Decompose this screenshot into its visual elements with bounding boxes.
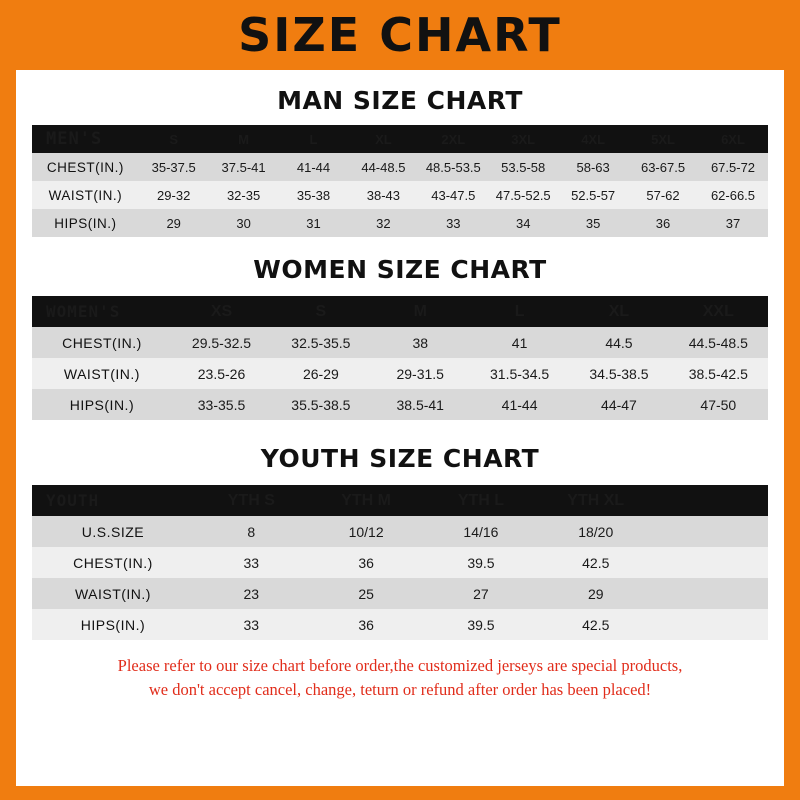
table-cell: 35-38 (296, 187, 331, 203)
women-size-table (32, 296, 768, 420)
column-header: 2XL (441, 131, 466, 147)
table-cell (653, 547, 768, 578)
table-header-row (32, 296, 768, 327)
footnote-line-2: we don't accept cancel, change, teturn or refund after order has been placed! (148, 679, 652, 699)
table-cell: 29 (587, 585, 604, 602)
column-header: YTH L (457, 491, 505, 509)
table-cell: 41 (511, 334, 528, 351)
column-header: 3XL (511, 131, 536, 147)
table-cell: 43-47.5 (431, 187, 476, 203)
footnote-line-1: Please refer to our size chart before order,the customized jerseys are special products, (117, 656, 683, 675)
table-cell: 44.5 (605, 334, 633, 351)
table-row (32, 516, 768, 547)
table-cell: 41-44 (296, 159, 331, 175)
table-row (32, 609, 768, 640)
table-cell: 63-67.5 (640, 159, 686, 175)
table-cell (653, 578, 768, 609)
table-cell: 35.5-38.5 (291, 396, 351, 413)
page-title: SIZE CHART (238, 8, 562, 62)
women-table-body (32, 327, 768, 420)
table-cell: 38.5-42.5 (688, 365, 748, 382)
table-cell: 14/16 (463, 523, 499, 540)
table-cell: 27 (473, 585, 489, 602)
column-header: 4XL (581, 131, 606, 147)
table-cell: 34 (515, 215, 531, 231)
table-cell: 36 (655, 215, 671, 231)
table-cell: 33 (446, 215, 461, 231)
column-header: YTH M (341, 491, 392, 509)
section-title-man: MAN SIZE CHART (277, 86, 523, 115)
column-header: XL (375, 131, 392, 147)
table-cell: 37 (725, 215, 741, 231)
table-cell: 47-50 (700, 396, 737, 413)
table-cell: 38.5-41 (396, 396, 444, 413)
table-cell (653, 516, 768, 547)
column-header: M (238, 131, 249, 147)
table-cell: 10/12 (348, 523, 384, 540)
table-cell: 41-44 (501, 396, 538, 413)
table-cell: 38 (412, 334, 429, 351)
row-label: HIPS(IN.) (69, 396, 135, 413)
column-header: S (169, 131, 178, 147)
row-label: WAIST(IN.) (48, 187, 123, 203)
table-cell: 42.5 (582, 554, 610, 571)
table-row (32, 358, 768, 389)
table-cell: 44.5-48.5 (688, 334, 748, 351)
table-cell: 23.5-26 (197, 365, 246, 382)
column-header: S (315, 302, 327, 320)
table-cell: 57-62 (646, 187, 680, 203)
table-cell: 36 (358, 616, 374, 633)
column-header: L (514, 302, 525, 320)
column-header: XL (608, 302, 630, 320)
row-label: CHEST(IN.) (46, 159, 124, 175)
table-cell: 25 (358, 585, 374, 602)
table-cell: 37.5-41 (221, 159, 266, 175)
table-cell: 42.5 (582, 616, 610, 633)
table-cell: 32-35 (226, 187, 261, 203)
table-header-row (32, 125, 768, 153)
table-cell: 33-35.5 (197, 396, 246, 413)
table-row (32, 153, 768, 181)
table-cell: 33 (243, 616, 260, 633)
table-cell (653, 609, 768, 640)
table-cell: 58-63 (576, 159, 610, 175)
women-table-header (32, 296, 768, 327)
table-cell: 29-32 (157, 187, 191, 203)
bottom-accent-bar (16, 786, 784, 800)
column-header: YTH S (227, 491, 275, 509)
table-cell: 35-37.5 (151, 159, 196, 175)
column-header: L (309, 131, 318, 147)
table-cell: 38-43 (366, 187, 401, 203)
table-cell: 44-48.5 (361, 159, 406, 175)
table-cell: 29-31.5 (396, 365, 444, 382)
table-cell: 52.5-57 (571, 187, 616, 203)
man-table-header (32, 125, 768, 153)
table-row (32, 181, 768, 209)
youth-table-body (32, 516, 768, 640)
table-row (32, 547, 768, 578)
man-size-table (32, 125, 768, 237)
table-cell: 29 (166, 215, 181, 231)
table-header-row (32, 485, 768, 516)
row-label: WAIST(IN.) (74, 585, 151, 602)
column-header: MEN'S (46, 129, 103, 149)
table-cell: 62-66.5 (710, 187, 756, 203)
column-header: 5XL (651, 131, 675, 147)
section-title-women: WOMEN SIZE CHART (253, 255, 547, 284)
table-cell: 18/20 (578, 523, 614, 540)
table-row (32, 209, 768, 237)
column-header: WOMEN'S (46, 302, 121, 321)
banner (0, 0, 800, 70)
table-row (32, 389, 768, 420)
table-cell: 33 (243, 554, 260, 571)
column-header: YOUTH (46, 491, 100, 510)
table-cell: 53.5-58 (501, 159, 546, 175)
youth-table-header (32, 485, 768, 516)
table-cell: 29.5-32.5 (191, 334, 252, 351)
column-header: M (413, 302, 427, 320)
column-header: YTH XL (567, 491, 625, 509)
table-cell: 39.5 (467, 554, 495, 571)
row-label: HIPS(IN.) (54, 215, 117, 231)
table-cell: 36 (358, 554, 374, 571)
row-label: U.S.SIZE (81, 523, 145, 540)
row-label: CHEST(IN.) (62, 334, 142, 351)
column-header: XS (210, 302, 233, 320)
table-cell: 35 (585, 215, 601, 231)
table-cell: 47.5-52.5 (495, 187, 551, 203)
table-cell: 31.5-34.5 (490, 365, 550, 382)
table-cell: 8 (247, 523, 256, 540)
footnote (32, 654, 768, 702)
table-cell: 32 (376, 215, 391, 231)
column-header: XXL (702, 302, 734, 320)
table-cell: 32.5-35.5 (291, 334, 351, 351)
table-row (32, 327, 768, 358)
table-cell: 67.5-72 (710, 159, 756, 175)
column-header (653, 485, 768, 516)
column-header: 6XL (721, 131, 745, 147)
row-label: WAIST(IN.) (63, 365, 140, 382)
youth-size-table (32, 485, 768, 640)
man-table-body (32, 153, 768, 237)
row-label: HIPS(IN.) (80, 616, 146, 633)
section-title-youth: YOUTH SIZE CHART (260, 444, 540, 473)
table-row (32, 578, 768, 609)
content (16, 86, 784, 702)
table-cell: 26-29 (302, 365, 339, 382)
table-cell: 23 (243, 585, 260, 602)
table-cell: 39.5 (467, 616, 495, 633)
table-cell: 34.5-38.5 (589, 365, 649, 382)
table-cell: 48.5-53.5 (425, 159, 481, 175)
table-cell: 30 (236, 215, 251, 231)
row-label: CHEST(IN.) (73, 554, 153, 571)
table-cell: 31 (306, 215, 321, 231)
table-cell: 44-47 (601, 396, 637, 413)
